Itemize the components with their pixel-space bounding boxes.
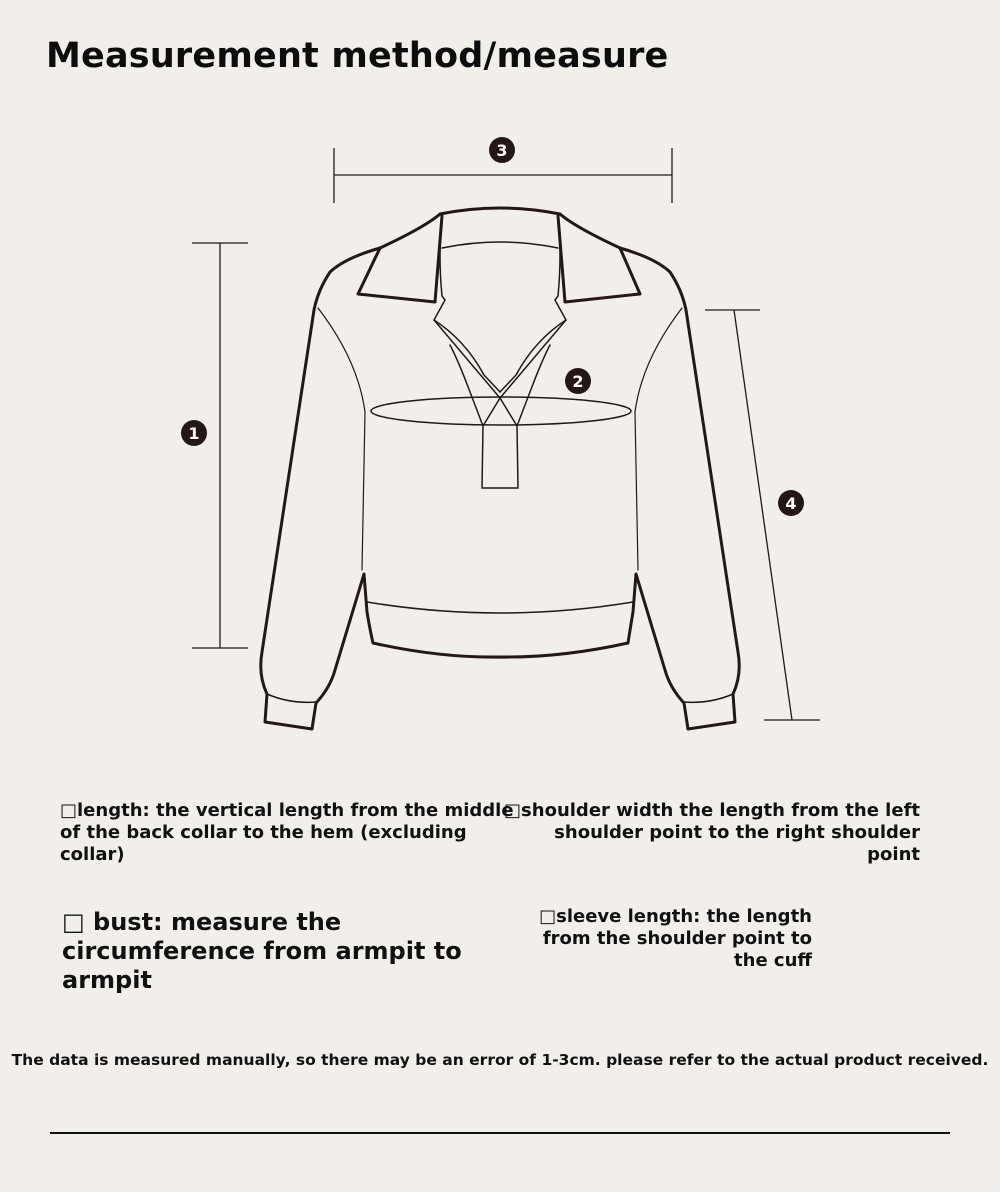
measurement-note: The data is measured manually, so there may be an error of 1-3cm. please refer to the actual product received. bbox=[11, 1051, 989, 1069]
svg-text:3: 3 bbox=[496, 141, 508, 160]
marker-3 bbox=[489, 137, 515, 163]
svg-text:1: 1 bbox=[188, 424, 200, 443]
marker-2 bbox=[565, 368, 591, 394]
bust-description: □ bust: measure the circumference from armpit to armpit bbox=[62, 908, 462, 994]
sleeve-description: □sleeve length: the length from the shoulder point to the cuff bbox=[539, 906, 812, 971]
sleeve-guide bbox=[734, 310, 792, 720]
shoulder-description: □shoulder width the length from the left shoulder point to the right shoulder point bbox=[504, 800, 920, 865]
svg-text:4: 4 bbox=[785, 494, 797, 513]
length-description: □length: the vertical length from the middle of the back collar to the hem (excluding collar) bbox=[60, 800, 514, 865]
page-title: Measurement method/measure bbox=[46, 36, 669, 76]
bottom-divider bbox=[50, 1132, 950, 1134]
sweater-outline bbox=[261, 208, 739, 729]
marker-1 bbox=[181, 420, 207, 446]
bust-line bbox=[371, 397, 631, 425]
svg-text:2: 2 bbox=[572, 372, 584, 391]
marker-4 bbox=[778, 490, 804, 516]
